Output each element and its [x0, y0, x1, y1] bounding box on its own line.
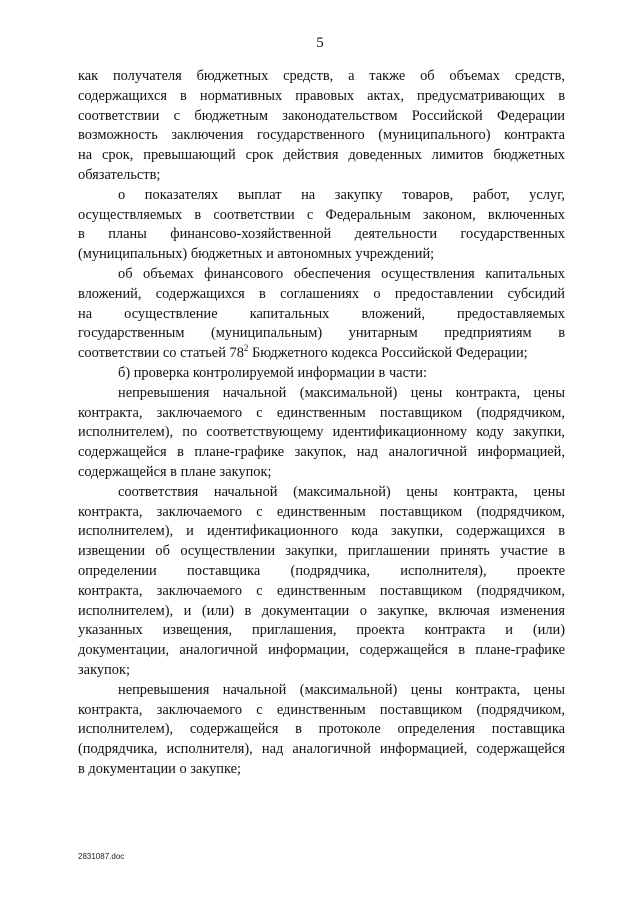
text-line: соответствии с бюджетным законодательством Российской Федерации	[78, 107, 565, 124]
text-line: закупок;	[78, 661, 130, 678]
text-line: исполнителем), и идентификационного кода закупки, содержащихся в	[78, 523, 565, 540]
paragraph-capital-investments	[78, 265, 565, 384]
text-line: исполнителем), содержащейся в протоколе определения поставщика	[78, 721, 565, 738]
text-line: о показателях выплат на закупку товаров, работ, услуг,	[118, 186, 565, 203]
text-line: контракта, заключаемого с единственным поставщиком (подрядчиком,	[78, 701, 565, 718]
text-line: как получателя бюджетных средств, а также об объемах средств,	[78, 68, 565, 84]
text-line: (муниципальных) бюджетных и автономных учреждений;	[78, 246, 435, 263]
text-line: контракта, заключаемого с единственным поставщиком (подрядчиком,	[78, 582, 565, 599]
text-line: непревышения начальной (максимальной) цены контракта, цены	[118, 681, 565, 698]
document-body	[78, 67, 565, 780]
text-line: соответствия начальной (максимальной) цены контракта, цены	[118, 483, 565, 500]
text-fragment: соответствии со статьей 78	[78, 345, 244, 362]
paragraph-max-price-plan	[78, 384, 565, 483]
text-line: осуществляемых в соответствии с Федеральным законом, включенных	[78, 206, 565, 223]
text-line: об объемах финансового обеспечения осуществления капитальных	[118, 265, 565, 282]
text-line: вложений, содержащихся в соглашениях о предоставлении субсидий	[78, 285, 565, 302]
text-line: на срок, превышающий срок действия доведенных лимитов бюджетных	[78, 147, 565, 164]
text-line: непревышения начальной (максимальной) цены контракта, цены	[118, 384, 565, 401]
text-line: в документации о закупке;	[78, 760, 242, 777]
text-line: обязательств;	[78, 166, 161, 183]
text-line: документации, аналогичной информации, содержащейся в плане-графике	[78, 642, 565, 659]
page-number: 5	[316, 35, 324, 51]
text-line-with-superscript	[78, 344, 565, 364]
text-line: возможность заключения государственного (муниципального) контракта	[78, 127, 565, 144]
text-line: контракта, заключаемого с единственным поставщиком (подрядчиком,	[78, 404, 565, 421]
paragraph-payment-indicators	[78, 186, 565, 265]
text-line-check-heading: б) проверка контролируемой информации в части:	[118, 364, 427, 381]
text-line: указанных извещения, приглашения, проекта контракта и (или)	[78, 622, 565, 639]
text-line: исполнителем), и (или) в документации о закупке, включая изменения	[78, 602, 565, 619]
text-line: контракта, заключаемого с единственным поставщиком (подрядчиком,	[78, 503, 565, 520]
text-line: государственным (муниципальным) унитарным предприятиям в	[78, 325, 565, 342]
superscript: 2	[243, 343, 249, 354]
text-line: содержащихся в нормативных правовых актах, предусматривающих в	[78, 87, 565, 104]
text-line: на осуществление капитальных вложений, предоставляемых	[78, 305, 565, 322]
text-line: исполнителем), по соответствующему идентификационному коду закупки,	[78, 424, 565, 441]
paragraph-price-conformity	[78, 483, 565, 681]
text-line: в планы финансово-хозяйственной деятельности государственных	[78, 226, 565, 243]
footer-filename: 2831087.doc	[78, 852, 125, 861]
text-fragment: Бюджетного кодекса Российской Федерации;	[248, 345, 528, 362]
text-line: извещении об осуществлении закупки, приглашении принять участие в	[78, 543, 565, 560]
text-line: содержащейся в плане закупок;	[78, 463, 272, 480]
paragraph-budget-obligations	[78, 67, 565, 186]
paragraph-max-price-protocol	[78, 681, 565, 780]
text-line: (подрядчика, исполнителя), над аналогичной информацией, содержащейся	[78, 741, 565, 758]
text-line: содержащейся в плане-графике закупок, над аналогичной информацией,	[78, 444, 565, 461]
text-line: определении поставщика (подрядчика, исполнителя), проекте	[78, 562, 565, 579]
